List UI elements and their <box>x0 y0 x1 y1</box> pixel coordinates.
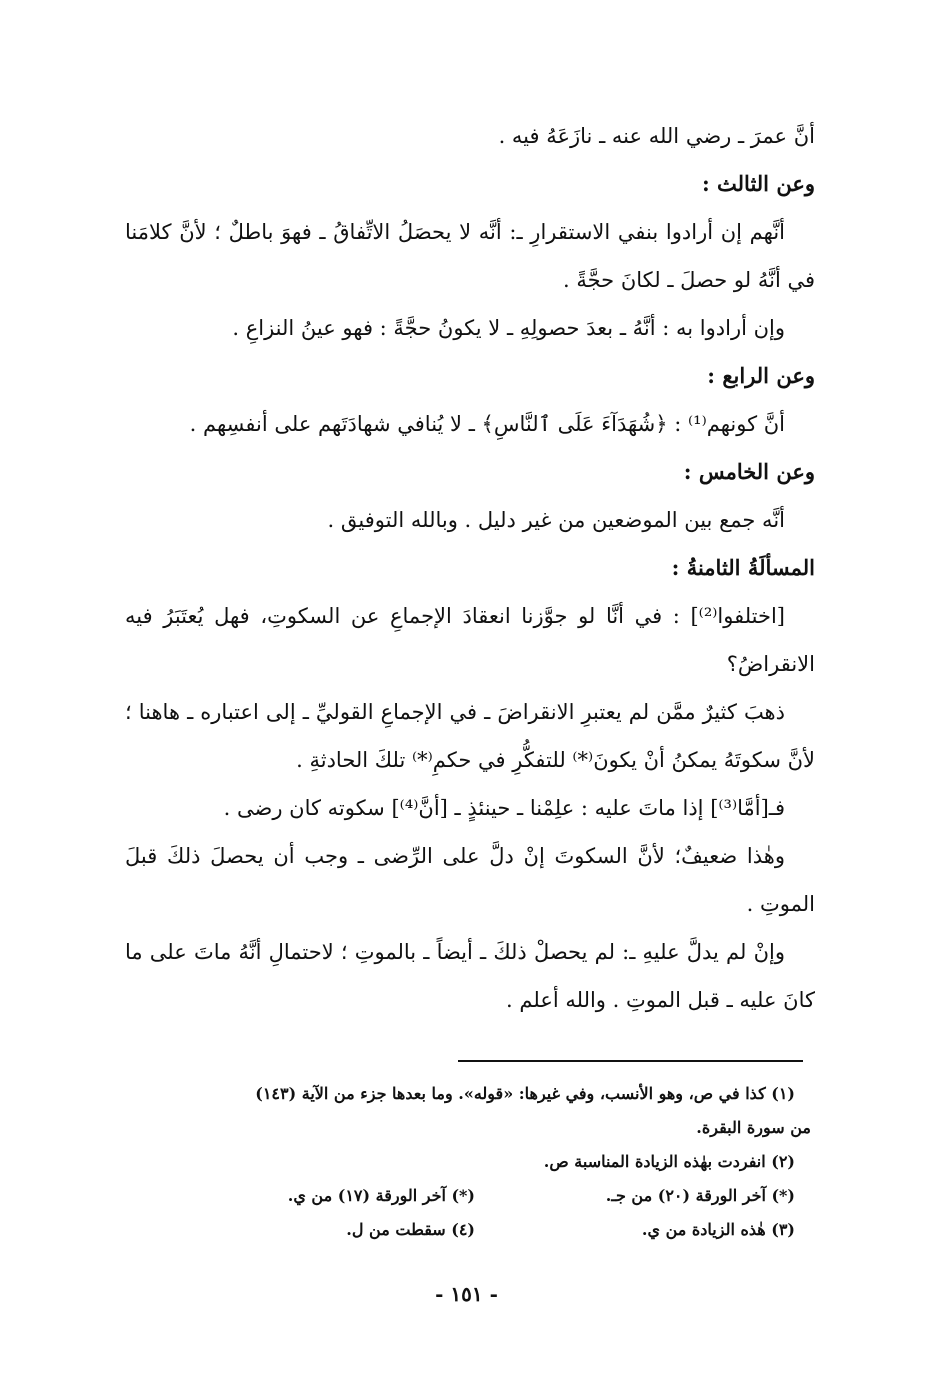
heading-fifth: وعن الخامس : <box>683 459 815 484</box>
footnote-1-line-2: من سورة البقرة. <box>696 1118 811 1137</box>
heading-issue-eight: المسألَةُ الثامنةُ : <box>671 555 815 580</box>
heading-fourth: وعن الرابع : <box>707 363 815 388</box>
main-text <box>125 112 815 1024</box>
page-number: - ١٥١ - <box>435 1282 498 1306</box>
footnote-1-line-1: (١) كذا في ص، وهو الأنسب، وفي غيرها: «قوله». وما بعدها جزء من الآية (١٤٣) <box>255 1084 795 1103</box>
paragraph-many-scholars: ذهبَ كثيرٌ ممَّن لم يعتبرِ الانقراضَ ـ في الإجماعِ القوليِّ ـ إلى اعتباره ـ هاهنا ؛ لأنَّ سكوتَهُ يمكنُ أنْ يكونَ⁽*⁾ للتفكُّرِ في حكمِ⁽*⁾ تلكَ الحادثةِ . <box>125 700 815 772</box>
footnotes <box>121 1077 811 1247</box>
footnote-star-1: (*) آخر الورقة (٢٠) من جـ. <box>605 1186 795 1205</box>
paragraph-third-1: أنَّهم إن أرادوا بنفي الاستقرارِ ـ: أنَّه لا يحصَلُ الاتِّفاقُ ـ فهوَ باطلٌ ؛ لأنَّ كلامَنا في أنَّهُ لو حصلَ ـ لكانَ حجَّةً . <box>125 220 815 292</box>
footnote-2: (٢) انفردت بهٰذه الزيادة المناسبة ص. <box>543 1152 795 1171</box>
paragraph-fifth: أنَّه جمع بين الموضعين من غير دليل . وبالله التوفيق . <box>327 508 785 532</box>
footnote-divider <box>458 1060 803 1062</box>
paragraph-fourth: أنَّ كونهم⁽¹⁾ : ﴿شُهَدَآءَ عَلَى ٱلنَّاسِ﴾ ـ لا يُنافي شهادَتَهم على أنفسِهم . <box>189 412 785 436</box>
heading-third: وعن الثالث : <box>701 171 815 196</box>
paragraph-amma: فـ[أمَّا⁽³⁾] إذا ماتَ عليه : علِمْنا ـ حينئذٍ ـ [أنَّ⁽⁴⁾] سكوته كان رضى . <box>223 796 785 820</box>
footnote-4: (٤) سقطت من ل. <box>346 1220 475 1239</box>
paragraph-issue-eight: [اختلفوا⁽²⁾] : في أنَّا لو جوَّزنا انعقادَ الإجماعِ عن السكوتِ، فهل يُعتَبَرُ فيه الانقراضُ؟ <box>125 604 815 676</box>
paragraph-omar: أنَّ عمرَ ـ رضي الله عنه ـ نازَعَهُ فيه . <box>498 124 815 148</box>
footnote-row-stars <box>121 1179 811 1213</box>
footnote-star-2: (*) آخر الورقة (١٧) من ي. <box>287 1186 475 1205</box>
paragraph-third-2: وإن أرادوا به : أنَّهُ ـ بعدَ حصولِهِ ـ لا يكونُ حجَّةً : فهو عينُ النزاعِ . <box>232 316 785 340</box>
footnote-row-3-4 <box>121 1213 811 1247</box>
paragraph-weak: وهٰذا ضعيفٌ؛ لأنَّ السكوتَ إنْ دلَّ على الرِّضى ـ وجب أن يحصلَ ذلكَ قبلَ الموتِ . <box>125 844 815 916</box>
footnote-3: (٣) هٰذه الزيادة من ي. <box>641 1220 795 1239</box>
paragraph-if-not: وإنْ لم يدلَّ عليهِ ـ: لم يحصلْ ذلكَ ـ أيضاً ـ بالموتِ ؛ لاحتمالِ أنَّهُ ماتَ على ما كانَ عليه ـ قبل الموتِ . والله أعلم . <box>125 940 815 1012</box>
